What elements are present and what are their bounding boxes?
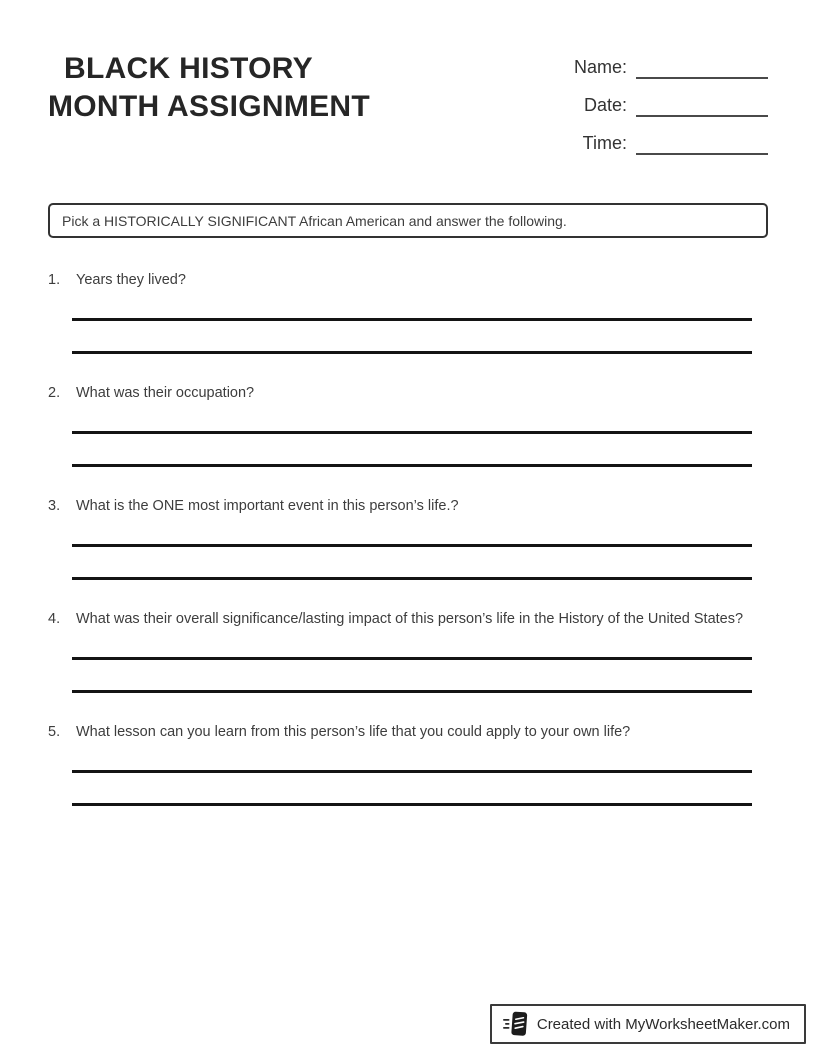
name-field-row (563, 52, 768, 79)
name-field-label: Name: (573, 57, 627, 77)
question-3-answer-line-2[interactable] (72, 577, 752, 580)
worksheetmaker-credit-badge[interactable] (490, 1004, 806, 1044)
question-1-row (48, 271, 768, 290)
question-4 (48, 610, 768, 693)
question-4-text: What was their overall significance/lasting impact of this person’s life in the History of the United States? (76, 611, 744, 627)
question-3-number: 3. (48, 498, 61, 514)
question-5-answer-line-2[interactable] (72, 803, 752, 806)
question-2-row (48, 384, 768, 403)
student-info-fields (563, 50, 768, 166)
question-3 (48, 497, 768, 580)
question-1-text: Years they lived? (76, 272, 186, 288)
question-4-number: 4. (48, 611, 61, 627)
question-3-text: What is the ONE most important event in this person’s life.? (76, 498, 459, 514)
question-4-row (48, 610, 768, 629)
question-4-answer-line-2[interactable] (72, 690, 752, 693)
time-field-row (563, 128, 768, 155)
worksheetmaker-logo-icon (503, 1010, 528, 1038)
question-1 (48, 271, 768, 354)
question-1-number: 1. (48, 272, 61, 288)
question-2-text: What was their occupation? (76, 385, 255, 401)
date-write-line[interactable] (636, 93, 768, 117)
question-5-text: What lesson can you learn from this person’s life that you could apply to your own life? (76, 724, 631, 740)
question-1-answer-line-2[interactable] (72, 351, 752, 354)
question-5-row (48, 723, 768, 742)
time-write-line[interactable] (636, 131, 768, 155)
question-3-row (48, 497, 768, 516)
question-1-answer-line-1[interactable] (72, 318, 752, 321)
question-list (0, 238, 816, 806)
question-5-answer-line-1[interactable] (72, 770, 752, 773)
question-5-number: 5. (48, 724, 61, 740)
page-title (48, 50, 563, 166)
question-3-answer-line-1[interactable] (72, 544, 752, 547)
question-2-answer-line-1[interactable] (72, 431, 752, 434)
time-field-label: Time: (582, 133, 627, 153)
page-title-line2: MONTH ASSIGNMENT (48, 90, 371, 123)
question-2 (48, 384, 768, 467)
page-title-line1: BLACK HISTORY (64, 52, 313, 85)
date-field-label: Date: (583, 95, 627, 115)
question-2-answer-line-2[interactable] (72, 464, 752, 467)
date-field-row (563, 90, 768, 117)
question-4-answer-line-1[interactable] (72, 657, 752, 660)
instruction-box (48, 203, 768, 238)
question-5 (48, 723, 768, 806)
name-write-line[interactable] (636, 55, 768, 79)
question-2-number: 2. (48, 385, 61, 401)
header (0, 0, 816, 166)
credit-text: Created with MyWorksheetMaker.com (536, 1015, 790, 1033)
instruction-text: Pick a HISTORICALLY SIGNIFICANT African American and answer the following. (62, 212, 567, 229)
